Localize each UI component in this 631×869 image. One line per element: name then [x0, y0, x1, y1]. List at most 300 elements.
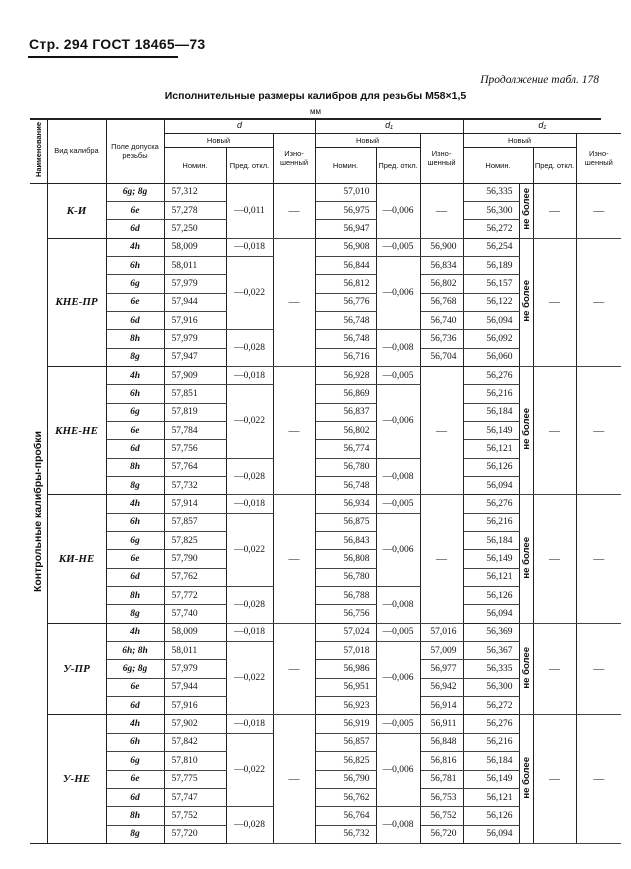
d-nominal-cell	[164, 715, 226, 733]
d1-worn-cell	[420, 256, 463, 274]
d1-nominal-value: 57,024	[343, 627, 370, 638]
d-nominal-value: 57,772	[171, 590, 198, 601]
d1-nominal-cell	[315, 458, 376, 476]
d-nominal-value: 57,979	[171, 664, 198, 675]
d-nominal-cell	[164, 660, 226, 678]
header-gauge-type	[47, 119, 106, 183]
d2-deviation-dash: —	[549, 773, 561, 786]
d1-deviation-cell	[376, 513, 420, 586]
d1-worn-value: 56,752	[430, 810, 457, 821]
d2-worn-cell	[576, 238, 621, 366]
d2-worn-dash: —	[593, 204, 605, 217]
tolerance-field-value: 8g	[130, 352, 140, 363]
tolerance-field-value: 6h	[129, 517, 141, 528]
d2-nominal-value: 56,189	[486, 260, 513, 271]
d-deviation-cell	[226, 256, 273, 329]
d2-nominal-value: 56,149	[486, 425, 513, 436]
d2-nominal-cell	[463, 238, 519, 256]
table-body	[30, 183, 621, 843]
d1-worn-dash: —	[436, 553, 448, 566]
d-nominal-value: 58,009	[171, 627, 198, 638]
d1-deviation-cell	[376, 238, 420, 256]
tolerance-field-cell	[106, 532, 164, 550]
d-nominal-value: 57,278	[171, 205, 198, 216]
tolerance-field-value: 6h; 8h	[122, 645, 148, 656]
tolerance-field-value: 6h	[129, 388, 141, 399]
d2-nominal-cell	[463, 605, 519, 623]
d1-worn-cell	[420, 697, 463, 715]
d1-nominal-cell	[315, 238, 376, 256]
d1-deviation-value: —0,006	[382, 416, 414, 427]
d2-nominal-value: 56,126	[486, 590, 513, 601]
tolerance-field-cell	[106, 770, 164, 788]
d1-deviation-cell	[376, 366, 420, 384]
ne-bolee-label: не более	[520, 188, 532, 230]
d-deviation-cell	[226, 733, 273, 806]
d1-worn-cell	[420, 293, 463, 311]
d-deviation-value: —0,028	[234, 343, 265, 354]
tolerance-field-cell	[106, 348, 164, 366]
d1-nominal-value: 56,923	[343, 700, 370, 711]
d2-nominal-cell	[463, 733, 519, 751]
tolerance-field-cell	[106, 495, 164, 513]
d2-nominal-cell	[463, 623, 519, 641]
d1-deviation-cell	[376, 256, 420, 329]
d1-nominal-value: 56,774	[343, 443, 370, 454]
d2-nominal-cell	[463, 550, 519, 568]
d1-worn-value: 57,016	[430, 627, 457, 638]
d2-nominal-cell	[463, 660, 519, 678]
header-d2-worn-text: Изно-шенный	[584, 149, 613, 167]
d1-nominal-cell	[315, 568, 376, 586]
d1-nominal-cell	[315, 807, 376, 825]
d1-nominal-value: 56,802	[343, 425, 370, 436]
header-d-nominal-text: Номин.	[182, 160, 208, 170]
header-d2-nominal-text: Номин.	[485, 160, 511, 170]
d1-nominal-value: 56,748	[343, 480, 370, 491]
ne-bolee-label: не более	[520, 408, 532, 450]
d2-nominal-cell	[463, 183, 519, 201]
d-deviation-value: —0,028	[234, 471, 265, 482]
d2-nominal-cell	[463, 532, 519, 550]
d-nominal-value: 58,009	[171, 242, 198, 253]
tolerance-field-value: 6g	[130, 407, 140, 418]
d1-nominal-cell	[315, 495, 376, 513]
d-nominal-cell	[164, 220, 226, 238]
d-nominal-value: 57,916	[171, 315, 198, 326]
header-d1-deviation	[376, 147, 420, 183]
d1-nominal-value: 56,975	[343, 205, 370, 216]
d-nominal-value: 57,909	[171, 370, 198, 381]
d1-worn-cell	[420, 678, 463, 696]
d-nominal-cell	[164, 697, 226, 715]
d-deviation-cell	[226, 458, 273, 495]
d1-worn-value: 56,802	[430, 278, 457, 289]
d2-nominal-value: 56,216	[486, 517, 513, 528]
d1-worn-cell	[420, 348, 463, 366]
d2-nominal-cell	[463, 770, 519, 788]
ne-bolee-cell	[519, 623, 533, 715]
d1-worn-value: 56,740	[430, 315, 457, 326]
gauge-type-label: К-И	[66, 204, 87, 217]
d1-nominal-value: 56,764	[343, 810, 370, 821]
tolerance-field-cell	[106, 366, 164, 384]
d2-nominal-cell	[463, 220, 519, 238]
tolerance-field-cell	[106, 513, 164, 531]
header-d-worn	[273, 133, 315, 183]
d2-worn-dash: —	[593, 424, 605, 437]
d-nominal-value: 57,979	[171, 278, 198, 289]
gauge-type-label: КНЕ-ПР	[55, 296, 98, 309]
d1-worn-value: 56,781	[430, 774, 457, 785]
d1-nominal-cell	[315, 642, 376, 660]
d1-worn-cell	[420, 770, 463, 788]
gauge-type-cell	[47, 366, 106, 494]
d1-worn-value: 56,848	[430, 737, 457, 748]
d-nominal-value: 57,810	[171, 755, 198, 766]
ne-bolee-cell	[519, 366, 533, 494]
d1-worn-cell	[420, 733, 463, 751]
d1-nominal-cell	[315, 605, 376, 623]
d1-nominal-value: 56,986	[343, 664, 370, 675]
d-worn-dash: —	[288, 204, 300, 217]
d1-nominal-value: 56,808	[343, 554, 370, 565]
d-nominal-value: 57,762	[171, 572, 198, 583]
header-d-new-text: Новый	[206, 135, 231, 145]
d-nominal-cell	[164, 458, 226, 476]
d2-nominal-value: 56,276	[486, 719, 513, 730]
d1-worn-cell	[420, 807, 463, 825]
d-nominal-cell	[164, 366, 226, 384]
gauge-type-cell	[47, 623, 106, 715]
d2-deviation-dash: —	[549, 553, 561, 566]
d2-nominal-value: 56,300	[486, 205, 513, 216]
d1-deviation-value: —0,006	[382, 765, 414, 775]
tolerance-field-cell	[106, 733, 164, 751]
d1-worn-value: 56,753	[430, 792, 457, 803]
tolerance-field-value: 6h	[129, 260, 141, 271]
d2-nominal-cell	[463, 513, 519, 531]
header-d-new	[164, 133, 273, 147]
d-deviation-value: —0,022	[234, 288, 265, 299]
d-deviation-cell	[226, 366, 273, 384]
d1-nominal-value: 56,843	[343, 535, 370, 546]
header-d2-new-text: Новый	[507, 135, 532, 145]
tolerance-field-value: 4h	[129, 499, 141, 510]
d1-worn-value: 56,900	[430, 242, 457, 253]
d2-nominal-value: 56,121	[486, 792, 513, 803]
d-deviation-value: —0,022	[234, 416, 265, 427]
d-nominal-cell	[164, 440, 226, 458]
tolerance-field-value: 6d	[130, 223, 140, 234]
tolerance-field-cell	[106, 550, 164, 568]
d1-worn-cell	[420, 715, 463, 733]
d1-nominal-cell	[315, 550, 376, 568]
d-deviation-value: —0,018	[234, 370, 265, 381]
d2-nominal-value: 56,216	[486, 737, 513, 748]
d1-deviation-cell	[376, 642, 420, 715]
d2-nominal-value: 56,276	[486, 370, 513, 381]
d-deviation-value: —0,011	[234, 205, 265, 216]
d1-nominal-value: 57,010	[343, 187, 370, 198]
d-deviation-value: —0,018	[234, 499, 265, 510]
d2-nominal-value: 56,060	[486, 352, 513, 363]
d-nominal-cell	[164, 752, 226, 770]
side-label: Контрольные калибры-пробки	[32, 431, 45, 593]
d-nominal-cell	[164, 623, 226, 641]
d2-worn-cell	[576, 183, 621, 238]
header-d-deviation-text: Пред. откл.	[229, 160, 270, 170]
d1-nominal-cell	[315, 697, 376, 715]
d1-worn-value: 57,009	[430, 645, 457, 656]
d-nominal-value: 57,720	[171, 829, 198, 840]
d2-nominal-value: 56,272	[486, 700, 513, 711]
d1-deviation-value: —0,008	[382, 343, 414, 354]
d2-nominal-value: 56,092	[486, 333, 513, 344]
d-nominal-value: 58,011	[171, 645, 198, 656]
d-nominal-value: 57,756	[171, 443, 198, 454]
d2-nominal-cell	[463, 788, 519, 806]
d-nominal-cell	[164, 568, 226, 586]
d1-deviation-cell	[376, 385, 420, 458]
page-header: Стр. 294 ГОСТ 18465—73	[29, 36, 206, 52]
d-deviation-value: —0,018	[234, 627, 265, 638]
d1-nominal-cell	[315, 385, 376, 403]
header-naimenovanie-text: Наименование	[33, 122, 43, 178]
d-deviation-value: —0,028	[234, 599, 265, 610]
d2-nominal-cell	[463, 201, 519, 219]
tolerance-field-value: 6d	[130, 700, 140, 711]
d-deviation-value: —0,022	[234, 544, 265, 555]
d2-nominal-cell	[463, 642, 519, 660]
d1-nominal-value: 56,934	[343, 499, 370, 510]
d1-nominal-cell	[315, 403, 376, 421]
tolerance-field-value: 6g	[130, 278, 140, 289]
gauge-type-label: У-ПР	[63, 663, 90, 676]
tolerance-field-value: 6g; 8g	[122, 664, 148, 675]
d2-nominal-value: 56,367	[486, 645, 513, 656]
ne-bolee-cell	[519, 495, 533, 623]
tolerance-field-cell	[106, 568, 164, 586]
tolerance-field-value: 8h	[129, 810, 141, 821]
d1-worn-value: 56,911	[430, 719, 457, 730]
tolerance-field-value: 6g	[130, 535, 140, 546]
d1-nominal-value: 56,780	[343, 572, 370, 583]
d-nominal-value: 57,740	[171, 609, 198, 620]
d1-nominal-value: 56,748	[343, 333, 370, 344]
d2-deviation-dash: —	[549, 204, 561, 217]
gauge-type-label: КИ-НЕ	[58, 553, 95, 566]
d1-nominal-value: 56,780	[343, 462, 370, 473]
d1-nominal-cell	[315, 477, 376, 495]
d1-nominal-cell	[315, 275, 376, 293]
tolerance-field-cell	[106, 587, 164, 605]
d1-nominal-value: 56,812	[343, 278, 370, 289]
d2-nominal-value: 56,122	[486, 297, 513, 308]
d2-nominal-cell	[463, 275, 519, 293]
d1-deviation-cell	[376, 458, 420, 495]
table-row	[30, 366, 621, 384]
tolerance-field-cell	[106, 477, 164, 495]
d-nominal-value: 57,747	[171, 792, 198, 803]
d1-deviation-value: —0,006	[382, 544, 414, 555]
d2-nominal-cell	[463, 752, 519, 770]
d-worn-dash: —	[288, 773, 300, 786]
d2-deviation-dash: —	[549, 424, 561, 437]
d-nominal-cell	[164, 807, 226, 825]
d1-nominal-cell	[315, 293, 376, 311]
d2-nominal-cell	[463, 293, 519, 311]
d-nominal-value: 57,914	[171, 499, 198, 510]
d-nominal-value: 57,851	[171, 388, 198, 399]
d2-worn-cell	[576, 715, 621, 843]
tolerance-field-cell	[106, 825, 164, 843]
d1-deviation-cell	[376, 715, 420, 733]
d1-nominal-cell	[315, 366, 376, 384]
d2-nominal-cell	[463, 330, 519, 348]
tolerance-field-cell	[106, 807, 164, 825]
d1-worn-cell	[420, 275, 463, 293]
tolerance-field-cell	[106, 275, 164, 293]
d2-nominal-value: 56,094	[486, 315, 513, 326]
tolerance-field-value: 8h	[129, 333, 141, 344]
d-deviation-cell	[226, 587, 273, 624]
d-worn-dash: —	[288, 553, 300, 566]
tolerance-field-cell	[106, 605, 164, 623]
d1-worn-cell	[420, 183, 463, 238]
d1-worn-cell	[420, 752, 463, 770]
d1-worn-value: 56,914	[430, 700, 457, 711]
tolerance-field-value: 6e	[130, 297, 140, 308]
table-row	[30, 238, 621, 256]
d1-nominal-cell	[315, 825, 376, 843]
d-deviation-cell	[226, 238, 273, 256]
d1-nominal-value: 56,928	[343, 370, 370, 381]
d1-nominal-cell	[315, 421, 376, 439]
d1-worn-cell	[420, 825, 463, 843]
d-nominal-cell	[164, 201, 226, 219]
header-d-nominal	[164, 147, 226, 183]
tolerance-field-cell	[106, 440, 164, 458]
d-nominal-value: 57,902	[171, 719, 198, 730]
d2-nominal-cell	[463, 825, 519, 843]
d1-nominal-value: 56,951	[343, 682, 370, 693]
d1-worn-cell	[420, 623, 463, 641]
side-label-cell	[30, 183, 47, 843]
d2-nominal-value: 56,126	[486, 462, 513, 473]
d1-nominal-value: 56,732	[343, 829, 370, 840]
d2-nominal-cell	[463, 403, 519, 421]
d1-nominal-value: 56,776	[343, 297, 370, 308]
d1-worn-value: 56,816	[430, 755, 457, 766]
tolerance-field-value: 8g	[130, 609, 140, 620]
d-deviation-value: —0,022	[234, 765, 265, 775]
tolerance-field-cell	[106, 330, 164, 348]
d2-nominal-cell	[463, 807, 519, 825]
gauge-type-label: КНЕ-НЕ	[55, 424, 98, 437]
d-nominal-cell	[164, 256, 226, 274]
d1-deviation-value: —0,008	[382, 599, 414, 610]
d-nominal-cell	[164, 605, 226, 623]
d1-worn-cell	[420, 788, 463, 806]
tolerance-field-cell	[106, 311, 164, 329]
continuation-note: Продолжение табл. 178	[480, 74, 599, 86]
d2-nominal-cell	[463, 311, 519, 329]
d2-worn-cell	[576, 623, 621, 715]
d2-worn-dash: —	[593, 296, 605, 309]
d2-nominal-value: 56,094	[486, 829, 513, 840]
d-nominal-cell	[164, 330, 226, 348]
d1-worn-value: 56,704	[430, 352, 457, 363]
tolerance-field-value: 6g	[130, 755, 140, 766]
d-deviation-cell	[226, 513, 273, 586]
d1-deviation-cell	[376, 807, 420, 844]
d-nominal-cell	[164, 385, 226, 403]
d-nominal-value: 57,979	[171, 333, 198, 344]
d1-nominal-cell	[315, 623, 376, 641]
d-nominal-cell	[164, 477, 226, 495]
ne-bolee-cell	[519, 238, 533, 366]
d1-worn-value: 56,834	[430, 260, 457, 271]
d2-nominal-value: 56,157	[486, 278, 513, 289]
d2-deviation-cell	[533, 623, 576, 715]
d2-deviation-cell	[533, 238, 576, 366]
d2-deviation-dash: —	[549, 296, 561, 309]
header-d2-deviation-text: Пред. откл.	[534, 160, 575, 170]
tolerance-field-cell	[106, 660, 164, 678]
d-nominal-value: 57,947	[171, 352, 198, 363]
header-gauge-type-text: Вид калибра	[54, 146, 99, 156]
d-nominal-cell	[164, 770, 226, 788]
d2-nominal-cell	[463, 477, 519, 495]
d1-deviation-value: —0,006	[382, 205, 414, 216]
d2-nominal-value: 56,276	[486, 499, 513, 510]
gauge-dimensions-table	[30, 119, 621, 844]
d1-nominal-value: 56,716	[343, 352, 370, 363]
gauge-type-cell	[47, 238, 106, 366]
ne-bolee-label: не более	[520, 756, 532, 799]
d2-nominal-cell	[463, 256, 519, 274]
d-nominal-value: 57,944	[171, 297, 198, 308]
d1-nominal-value: 56,869	[343, 388, 370, 399]
header-d1-worn	[420, 133, 463, 183]
d-worn-cell	[273, 183, 315, 238]
d1-nominal-cell	[315, 587, 376, 605]
d-nominal-cell	[164, 275, 226, 293]
d1-worn-cell	[420, 642, 463, 660]
d-deviation-cell	[226, 807, 273, 844]
header-d2-worn	[576, 133, 621, 183]
d2-nominal-cell	[463, 697, 519, 715]
ne-bolee-cell	[519, 183, 533, 238]
d1-nominal-cell	[315, 513, 376, 531]
d1-nominal-cell	[315, 715, 376, 733]
d-nominal-value: 57,825	[171, 535, 198, 546]
d2-deviation-cell	[533, 183, 576, 238]
d1-nominal-value: 56,919	[343, 719, 370, 730]
header-d2-deviation	[533, 147, 576, 183]
d-nominal-value: 57,944	[171, 682, 198, 693]
tolerance-field-value: 4h	[129, 627, 141, 638]
d-nominal-value: 57,312	[171, 187, 198, 198]
d-nominal-cell	[164, 678, 226, 696]
tolerance-field-cell	[106, 403, 164, 421]
d2-worn-dash: —	[593, 553, 605, 566]
d1-deviation-cell	[376, 623, 420, 641]
d1-deviation-value: —0,005	[382, 370, 414, 381]
tolerance-field-value: 6e	[130, 205, 140, 216]
d-deviation-cell	[226, 623, 273, 641]
